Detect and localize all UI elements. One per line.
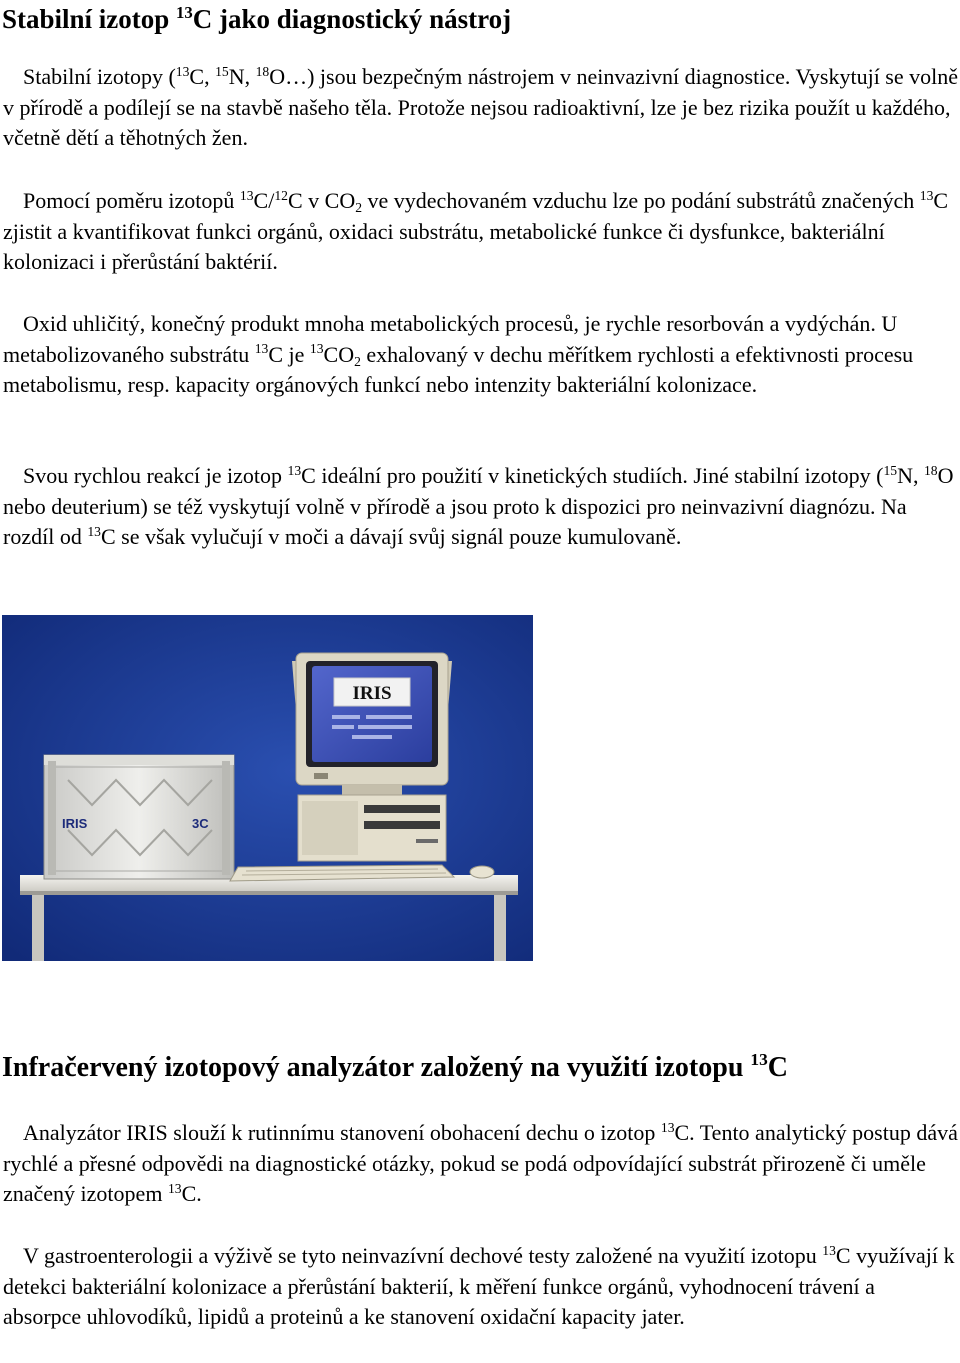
- paragraph-intro: Stabilní izotopy ($^{13}$C, $^{15}$N, $^{18}$O…) jsou bezpečným nástrojem v neinvazivní diagnostice. Vyskytují se volně v přírodě a podílejí se na stavbě našeho těla. Protože nejsou radioaktivní, lze je bez rizika použít u každého, včetně dětí a těhotných žen.: [3, 63, 959, 151]
- paragraph-gastro: V gastroenterologii a výživě se tyto neinvazívní dechové testy založené na využití izotopu $^{13}$C využívají k detekci bakteriální kolonizace a přerůstání bakterií, k měření funkce orgánů, vyhodnocení trávení a absorpce uhlovodíků, lipidů a proteinů a ke stanovení oxidační kapacity jater.: [3, 1242, 955, 1330]
- section-heading: Infračervený izotopový analyzátor založený na využití izotopu $^{13}$C: [2, 1050, 788, 1083]
- unit-label-2: 3C: [192, 816, 209, 831]
- unit-label: IRIS: [62, 816, 88, 831]
- monitor-screen-text: IRIS: [352, 683, 392, 704]
- mouse: [470, 866, 494, 878]
- paragraph-iris: Analyzátor IRIS slouží k rutinnímu stanovení obohacení dechu o izotop $^{13}$C. Tento analytický postup dává rychlé a přesné odpovědi na diagnostické otázky, pokud se podá odpovídající substrát přirozeně či uměle značený izotopem $^{13}$C.: [3, 1119, 958, 1207]
- crt-monitor: [292, 653, 452, 795]
- desktop-computer: [298, 795, 446, 861]
- page-title: Stabilní izotop $^{13}$C jako diagnostický nástroj: [2, 2, 512, 34]
- paragraph-co2: Oxid uhličitý, konečný produkt mnoha metabolických procesů, je rychle resorbován a vydýchán. U metabolizovaného substrátu $^{13}$C je $^{13}CO_2$ exhalovaný v dechu měřítkem rychlosti a efektivnosti procesu metabolismu, resp. kapacity orgánových funkcí nebo intenzity bakteriální kolonizace.: [3, 311, 914, 398]
- paragraph-ratio: Pomocí poměru izotopů $^{13}$C/$^{12}$C v $CO_2$ ve vydechovaném vzduchu lze po podání substrátů značených $^{13}$C zjistit a kvantifikovat funkci orgánů, oxidaci substrátu, metabolické funkce či dysfunkce, bakteriální kolonizaci i přerůstání baktérií.: [3, 187, 949, 275]
- paragraph-kinetics: Svou rychlou reakcí je izotop $^{13}$C ideální pro použití v kinetických studiích. Jiné stabilní izotopy ($^{15}$N, $^{18}$O nebo deuterium) se též vyskytují volně v přírodě a jsou proto k dispozici pro neinvazivní diagnózu. Na rozdíl od $^{13}$C se však vylučují v moči a dávají svůj signál pouze kumulovaně.: [3, 462, 954, 550]
- analyzer-unit: [44, 755, 234, 879]
- iris-analyzer-photo: [2, 615, 533, 961]
